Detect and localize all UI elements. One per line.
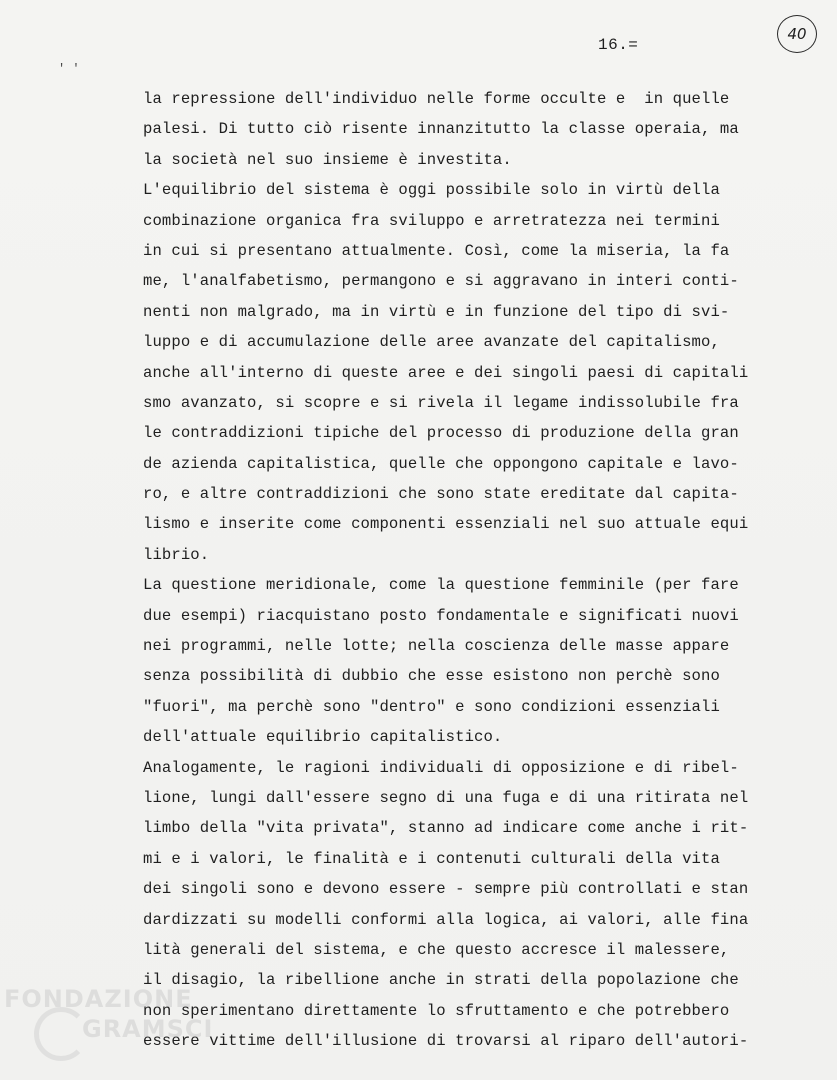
text-line: palesi. Di tutto ciò risente innanzitutto la classe operaia, ma	[143, 120, 739, 139]
text-line: il disagio, la ribellione anche in strati della popolazione che	[143, 971, 739, 990]
text-line: essere vittime dell'illusione di trovarsi al riparo dell'autori-	[143, 1032, 749, 1051]
text-line: la repressione dell'individuo nelle forme occulte e in quelle	[143, 90, 730, 108]
text-line: lione, lungi dall'essere segno di una fuga e di una ritirata nel	[143, 788, 749, 807]
text-line: L'equilibrio del sistema è oggi possibile solo in virtù della	[143, 181, 720, 200]
text-line: mi e i valori, le finalità e i contenuti culturali della vita	[143, 849, 720, 868]
text-line: ro, e altre contraddizioni che sono state ereditate dal capita-	[143, 485, 739, 504]
fondazione-gramsci-watermark	[0, 985, 220, 1075]
text-line: lismo e inserite come componenti essenziali nel suo attuale equi	[143, 515, 749, 534]
text-line: dardizzati su modelli conformi alla logica, ai valori, alle fina	[143, 910, 749, 929]
text-line: la società nel suo insieme è investita.	[143, 150, 512, 169]
text-line: Analogamente, le ragioni individuali di opposizione e di ribel-	[143, 758, 739, 777]
watermark-logo-icon	[34, 1007, 88, 1061]
text-line: due esempi) riacquistano posto fondamentale e significati nuovi	[143, 606, 739, 625]
text-line: dei singoli sono e devono essere - sempre più controllati e stan	[143, 880, 749, 899]
text-line: dell'attuale equilibrio capitalistico.	[143, 728, 503, 747]
archive-stamp-number: 40	[787, 25, 807, 43]
text-line: nei programmi, nelle lotte; nella coscienza delle masse appare	[143, 637, 730, 656]
watermark-line1: FONDAZIONE	[4, 985, 193, 1013]
typewritten-body	[143, 84, 783, 1057]
text-line: combinazione organica fra sviluppo e arretratezza nei termini	[143, 211, 720, 230]
text-line: lità generali del sistema, e che questo accresce il malessere,	[143, 940, 730, 959]
text-line: de azienda capitalistica, quelle che oppongono capitale e lavo-	[143, 454, 739, 473]
text-line: nenti non malgrado, ma in virtù e in funzione del tipo di svi-	[143, 302, 730, 321]
margin-tick-marks: ' '	[58, 62, 80, 76]
watermark-line2: GRAMSCI	[82, 1015, 214, 1043]
text-line: anche all'interno di queste aree e dei singoli paesi di capitali	[143, 363, 749, 382]
text-line: non sperimentano direttamente lo sfruttamento e che potrebbero	[143, 1001, 730, 1020]
text-line: "fuori", ma perchè sono "dentro" e sono condizioni essenziali	[143, 697, 720, 716]
text-line: limbo della "vita privata", stanno ad indicare come anche i rit-	[143, 819, 749, 838]
text-line: le contraddizioni tipiche del processo di produzione della gran	[143, 424, 739, 443]
text-line: senza possibilità di dubbio che esse esistono non perchè sono	[143, 667, 720, 686]
text-line: luppo e di accumulazione delle aree avanzate del capitalismo,	[143, 333, 720, 352]
archive-stamp	[777, 15, 817, 53]
page-number: 16.=	[598, 36, 639, 54]
text-line: smo avanzato, si scopre e si rivela il legame indissolubile fra	[143, 393, 739, 412]
text-line: in cui si presentano attualmente. Così, come la miseria, la fa	[143, 241, 730, 260]
text-line: me, l'analfabetismo, permangono e si aggravano in interi conti-	[143, 272, 739, 291]
text-line: La questione meridionale, come la questione femminile (per fare	[143, 576, 739, 595]
text-line: librio.	[143, 545, 210, 564]
